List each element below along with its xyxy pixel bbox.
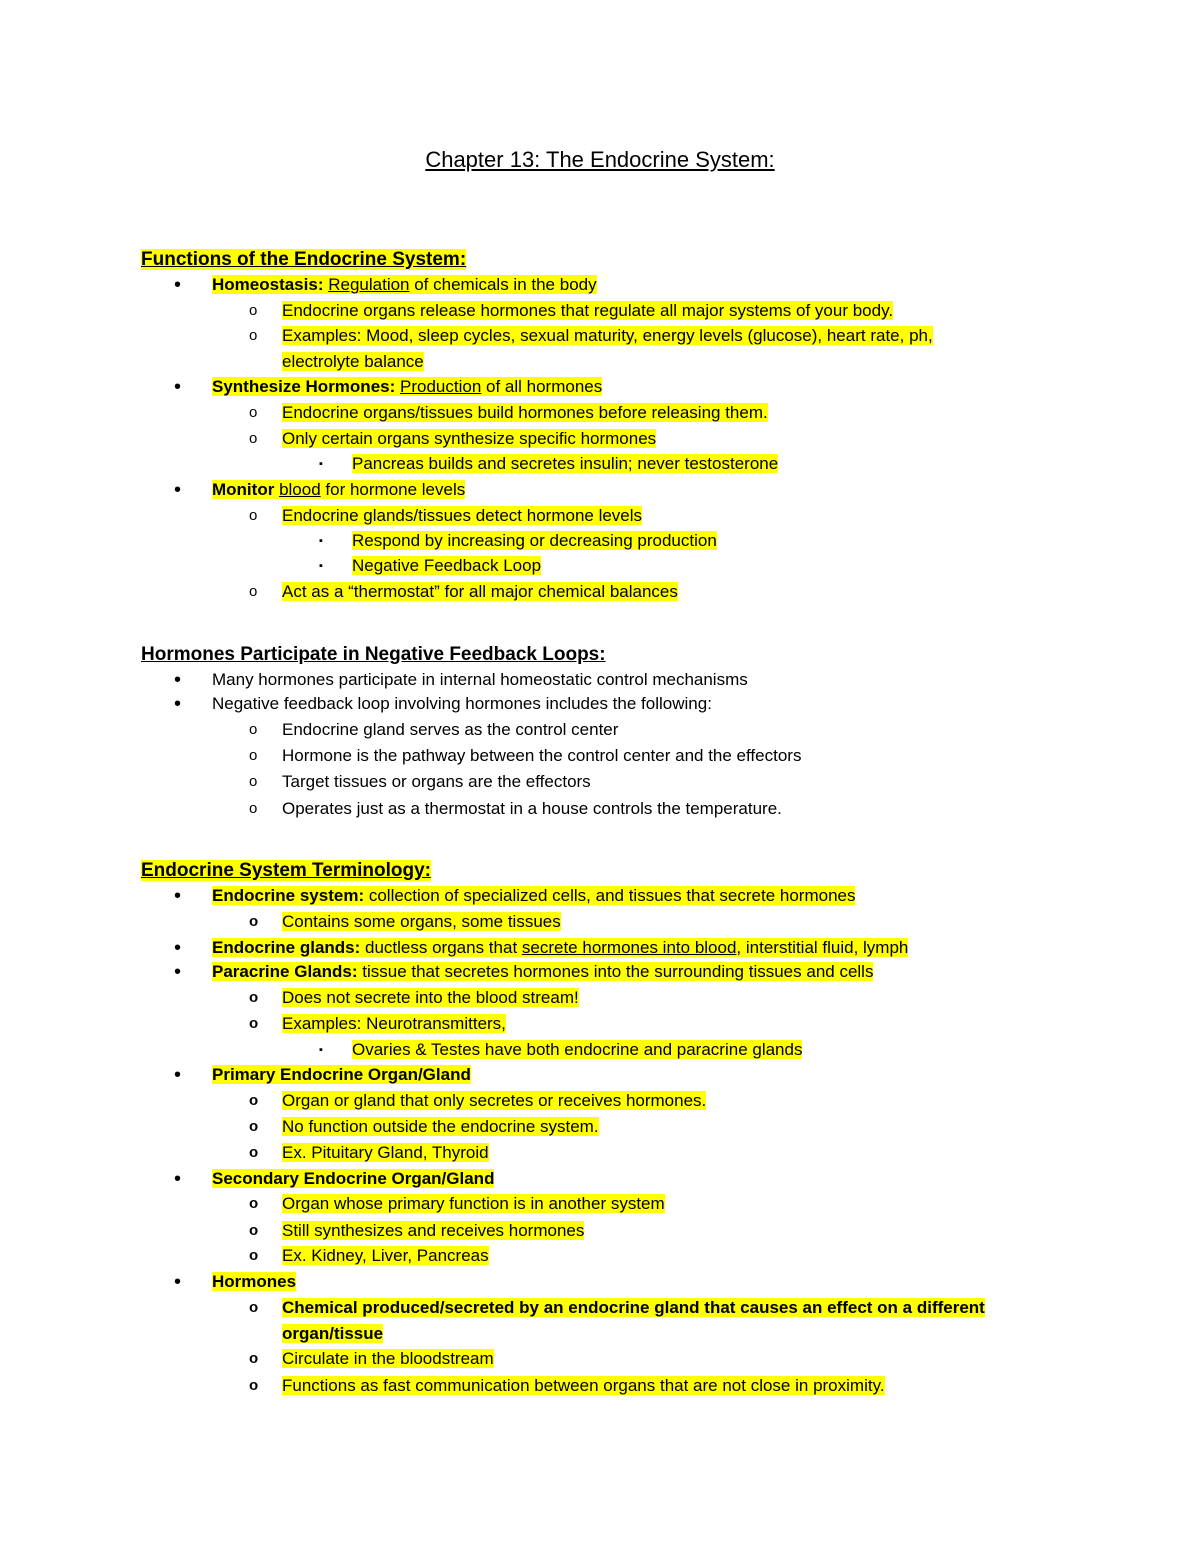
circle-marker: o [249,773,258,790]
circle-marker: o [249,404,258,421]
list-item: Target tissues or organs are the effectors [282,772,591,791]
square-marker: ▪ [319,458,323,470]
list-item-endocrine-system: Endocrine system: collection of specialized cells, and tissues that secrete hormones [212,886,856,905]
list-item: Organ whose primary function is in another system [282,1194,665,1213]
list-item: Contains some organs, some tissues [282,912,561,931]
list-item-synthesize: Synthesize Hormones: Production of all hormones [212,377,603,396]
page-title: Chapter 13: The Endocrine System: [425,147,775,172]
list-item: Many hormones participate in internal homeostatic control mechanisms [212,670,748,689]
list-item: Examples: Mood, sleep cycles, sexual maturity, energy levels (glucose), heart rate, ph, [282,326,933,345]
list-item-monitor: Monitor blood for hormone levels [212,480,466,499]
list-item: Endocrine organs release hormones that regulate all major systems of your body. [282,301,894,320]
bullet-marker: • [174,885,182,907]
bullet-marker: • [174,1168,182,1190]
list-item: No function outside the endocrine system. [282,1117,599,1136]
circle-marker: o [249,583,258,600]
circle-marker: o [249,302,258,319]
bullet-marker: • [174,669,182,691]
circle-marker: o [249,430,258,447]
bullet-marker: • [174,1064,182,1086]
list-item: Still synthesizes and receives hormones [282,1221,585,1240]
bullet-marker: • [174,479,182,501]
list-item-hormones: Hormones [212,1272,297,1291]
bullet-marker: • [174,693,182,715]
circle-marker: o [249,1299,259,1316]
list-item-homeostasis: Homeostasis: Regulation of chemicals in the body [212,275,597,294]
list-item-continuation: organ/tissue [282,1324,384,1343]
circle-marker: o [249,913,259,930]
bullet-marker: • [174,376,182,398]
list-item: Hormone is the pathway between the control center and the effectors [282,746,802,765]
square-marker: ▪ [319,1044,323,1056]
list-item-paracrine-glands: Paracrine Glands: tissue that secretes hormones into the surrounding tissues and cells [212,962,874,981]
list-item: Operates just as a thermostat in a house controls the temperature. [282,799,782,818]
circle-marker: o [249,327,258,344]
circle-marker: o [249,1222,259,1239]
bullet-marker: • [174,961,182,983]
circle-marker: o [249,1377,259,1394]
list-item-continuation: electrolyte balance [282,352,424,371]
list-item: Chemical produced/secreted by an endocrine gland that causes an effect on a different [282,1298,985,1317]
list-item: Ovaries & Testes have both endocrine and paracrine glands [352,1040,803,1059]
list-item-primary-organ: Primary Endocrine Organ/Gland [212,1065,471,1084]
bullet-marker: • [174,937,182,959]
circle-marker: o [249,1247,259,1264]
list-item-endocrine-glands: Endocrine glands: ductless organs that secrete hormones into blood, interstitial fluid, lymph [212,938,909,957]
circle-marker: o [249,721,258,738]
circle-marker: o [249,1118,259,1135]
list-item: Circulate in the bloodstream [282,1349,494,1368]
list-item: Ex. Kidney, Liver, Pancreas [282,1246,489,1265]
circle-marker: o [249,1350,259,1367]
list-item: Endocrine gland serves as the control center [282,720,619,739]
section-heading-functions: Functions of the Endocrine System: [141,249,467,270]
list-item: Does not secrete into the blood stream! [282,988,579,1007]
circle-marker: o [249,507,258,524]
list-item: Endocrine glands/tissues detect hormone levels [282,506,643,525]
list-item: Organ or gland that only secretes or receives hormones. [282,1091,707,1110]
list-item: Pancreas builds and secretes insulin; never testosterone [352,454,779,473]
square-marker: ▪ [319,560,323,572]
bullet-marker: • [174,274,182,296]
list-item: Negative Feedback Loop [352,556,542,575]
list-item: Functions as fast communication between organs that are not close in proximity. [282,1376,885,1395]
circle-marker: o [249,989,259,1006]
circle-marker: o [249,1144,259,1161]
square-marker: ▪ [319,535,323,547]
list-item: Only certain organs synthesize specific hormones [282,429,657,448]
list-item: Ex. Pituitary Gland, Thyroid [282,1143,489,1162]
section-heading-terminology: Endocrine System Terminology: [141,860,431,881]
circle-marker: o [249,1015,259,1032]
bullet-marker: • [174,1271,182,1293]
list-item: Examples: Neurotransmitters, [282,1014,506,1033]
section-heading-feedback: Hormones Participate in Negative Feedback Loops: [141,644,606,665]
list-item: Endocrine organs/tissues build hormones before releasing them. [282,403,768,422]
circle-marker: o [249,800,258,817]
list-item: Act as a “thermostat” for all major chemical balances [282,582,678,601]
list-item-secondary-organ: Secondary Endocrine Organ/Gland [212,1169,495,1188]
circle-marker: o [249,747,258,764]
list-item: Respond by increasing or decreasing production [352,531,717,550]
list-item: Negative feedback loop involving hormones includes the following: [212,694,712,713]
circle-marker: o [249,1195,259,1212]
circle-marker: o [249,1092,259,1109]
